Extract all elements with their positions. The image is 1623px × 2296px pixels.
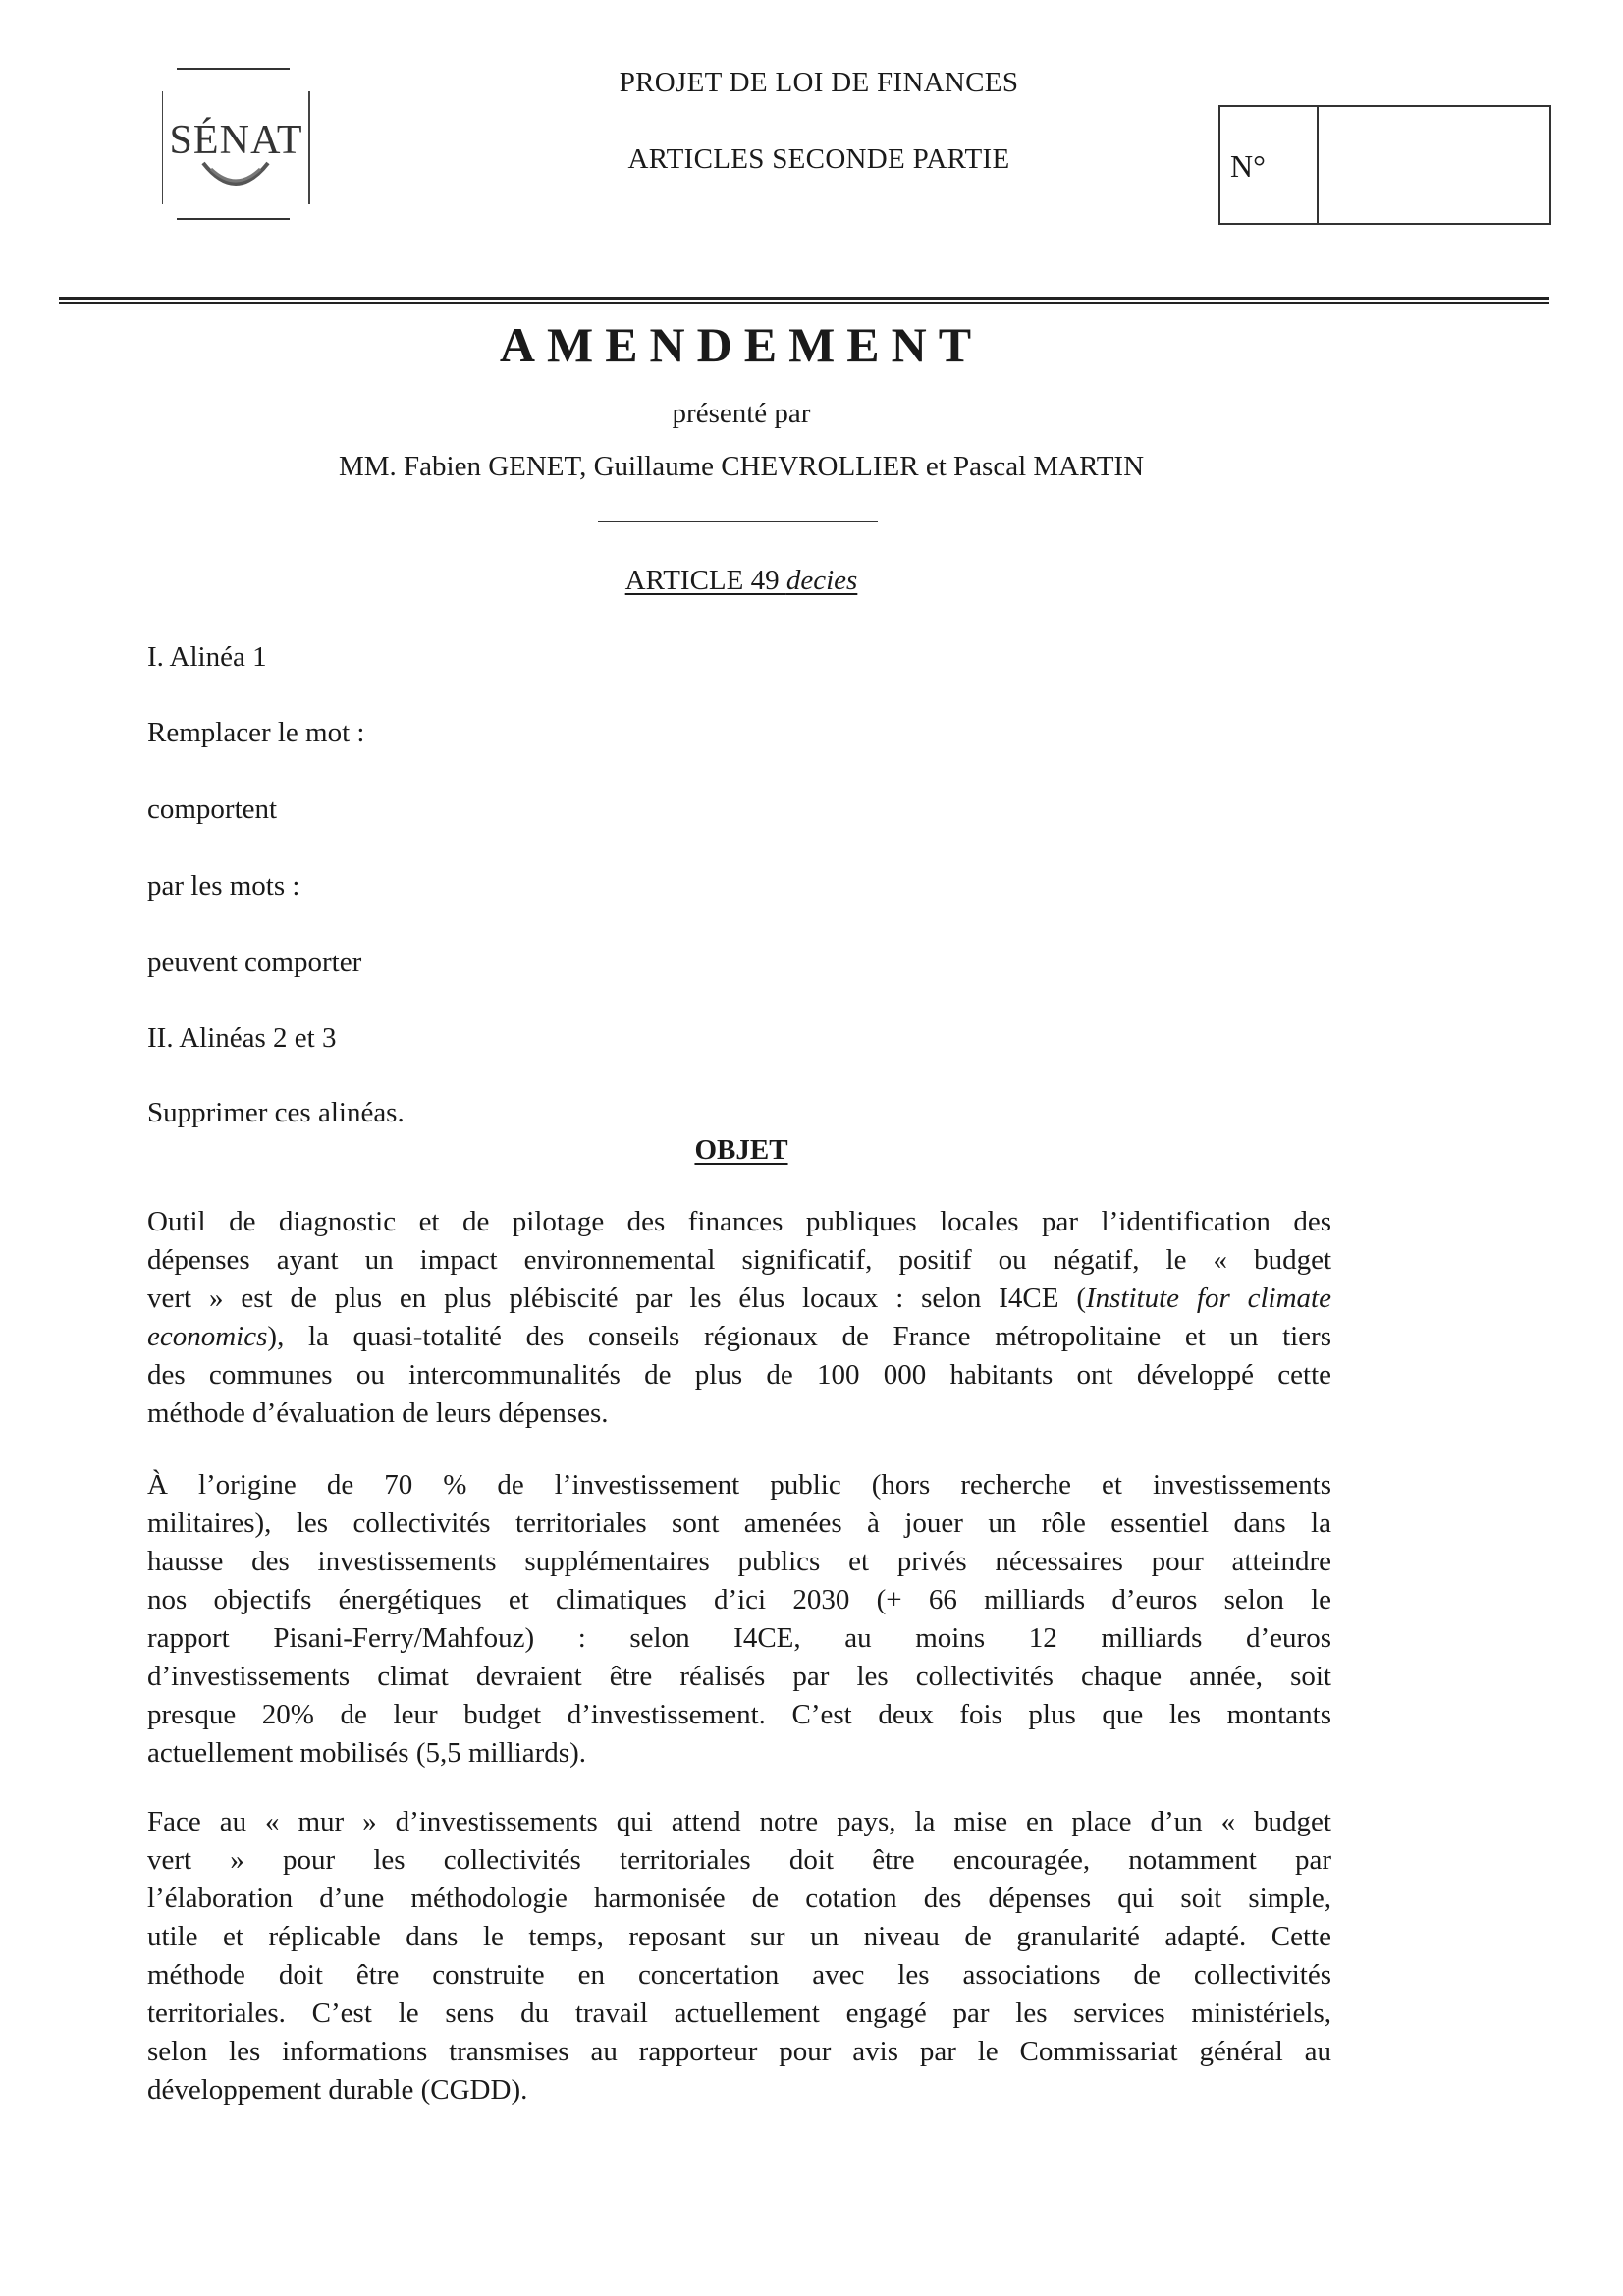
divider-line <box>59 302 1549 304</box>
paragraph-line <box>147 1543 1331 1581</box>
divider-line <box>59 297 1549 300</box>
authors: MM. Fabien GENET, Guillaume CHEVROLLIER et Pascal MARTIN <box>338 451 1145 482</box>
paragraph-line <box>147 1356 1331 1394</box>
objet-paragraph <box>147 1803 1331 2109</box>
line-text: méthode doit être construite en concertation avec les associations de collectivités <box>147 1959 1331 1991</box>
objet-title: OBJET <box>694 1134 788 1166</box>
objet-paragraph <box>147 1466 1331 1773</box>
line-text: nos objectifs énergétiques et climatiques d’ici 2030 (+ 66 milliards d’euros selon le <box>147 1584 1331 1615</box>
dispositif-line: I. Alinéa 1 <box>147 641 267 673</box>
line-text: utile et réplicable dans le temps, reposant sur un niveau de granularité adapté. Cette <box>147 1921 1331 1952</box>
line-text: presque 20% de leur budget d’investissement. C’est deux fois plus que les montants <box>147 1699 1331 1730</box>
paragraph-line <box>147 1918 1331 1956</box>
paragraph-line <box>147 1619 1331 1658</box>
document-title: AMENDEMENT <box>499 317 984 372</box>
line-text: développement durable (CGDD). <box>147 2074 528 2105</box>
number-label: N° <box>1230 148 1266 184</box>
dispositif-line: par les mots : <box>147 870 300 902</box>
paragraph-line <box>147 1504 1331 1543</box>
paragraph-line <box>147 2071 1331 2109</box>
line-text: rapport Pisani-Ferry/Mahfouz) : selon I4CE, au moins 12 milliards d’euros <box>147 1622 1331 1654</box>
line-text: des communes ou intercommunalités de plus de 100 000 habitants ont développé cette <box>147 1359 1331 1391</box>
dispositif-line: II. Alinéas 2 et 3 <box>147 1022 337 1054</box>
line-text: vert » pour les collectivités territoriales doit être encouragée, notamment par <box>147 1844 1331 1876</box>
line-text: actuellement mobilisés (5,5 milliards). <box>147 1737 586 1769</box>
italic-text: Institute for climate <box>1085 1283 1331 1314</box>
line-text: l’élaboration d’une méthodologie harmonisée de cotation des dépenses qui soit simple, <box>147 1883 1331 1914</box>
paragraph-line <box>147 1318 1331 1356</box>
objet-heading <box>0 1134 1483 1167</box>
dispositif-line: Remplacer le mot : <box>147 717 365 748</box>
line-text: ), la quasi-totalité des conseils régionaux de France métropolitaine et un tiers <box>267 1321 1331 1352</box>
article-reference <box>0 565 1483 597</box>
line-text: hausse des investissements supplémentaires publics et privés nécessaires pour atteindre <box>147 1546 1331 1577</box>
line-text: méthode d’évaluation de leurs dépenses. <box>147 1397 609 1429</box>
line-text: Outil de diagnostic et de pilotage des finances publiques locales par l’identification des <box>147 1206 1331 1237</box>
objet-paragraph <box>147 1203 1331 1433</box>
senat-logo <box>162 67 317 224</box>
line-text: militaires), les collectivités territoriales sont amenées à jouer un rôle essentiel dans la <box>147 1507 1331 1539</box>
short-divider <box>598 521 878 522</box>
italic-text: economics <box>147 1321 268 1352</box>
line-text: selon les informations transmises au rapporteur pour avis par le Commissariat général au <box>147 2036 1331 2067</box>
header-title: PROJET DE LOI DE FINANCES <box>619 67 1019 98</box>
header-subtitle: ARTICLES SECONDE PARTIE <box>627 143 1010 175</box>
paragraph-line <box>147 2033 1331 2071</box>
line-text: dépenses ayant un impact environnemental significatif, positif ou négatif, le « budget <box>147 1244 1331 1276</box>
paragraph-line <box>147 1803 1331 1841</box>
article-number: ARTICLE 49 <box>624 565 786 596</box>
article-suffix: decies <box>785 565 858 596</box>
paragraph-line <box>147 1394 1331 1433</box>
dispositif-line: comportent <box>147 793 278 825</box>
paragraph-line <box>147 1880 1331 1918</box>
dispositif-line: peuvent comporter <box>147 947 362 978</box>
amendment-number-box <box>1218 105 1551 225</box>
paragraph-line <box>147 1841 1331 1880</box>
line-text: vert » est de plus en plus plébiscité par les élus locaux : selon I4CE ( <box>147 1283 1086 1314</box>
paragraph-line <box>147 1995 1331 2033</box>
senat-logo-icon <box>162 67 317 224</box>
paragraph-line <box>147 1956 1331 1995</box>
paragraph-line <box>147 1466 1331 1504</box>
line-text: territoriales. C’est le sens du travail actuellement engagé par les services ministériels, <box>147 1997 1331 2029</box>
paragraph-line <box>147 1581 1331 1619</box>
paragraph-line <box>147 1280 1331 1318</box>
line-text: d’investissements climat devraient être réalisés par les collectivités chaque année, soit <box>147 1661 1331 1692</box>
paragraph-line <box>147 1241 1331 1280</box>
number-box-divider <box>1317 107 1319 223</box>
paragraph-line <box>147 1658 1331 1696</box>
svg-text:SÉNAT: SÉNAT <box>169 118 302 163</box>
paragraph-line <box>147 1734 1331 1773</box>
line-text: Face au « mur » d’investissements qui attend notre pays, la mise en place d’un « budget <box>147 1806 1331 1837</box>
paragraph-line <box>147 1696 1331 1734</box>
presented-by: présenté par <box>672 398 811 429</box>
paragraph-line <box>147 1203 1331 1241</box>
dispositif-line: Supprimer ces alinéas. <box>147 1097 405 1128</box>
line-text: À l’origine de 70 % de l’investissement public (hors recherche et investissements <box>147 1469 1331 1501</box>
